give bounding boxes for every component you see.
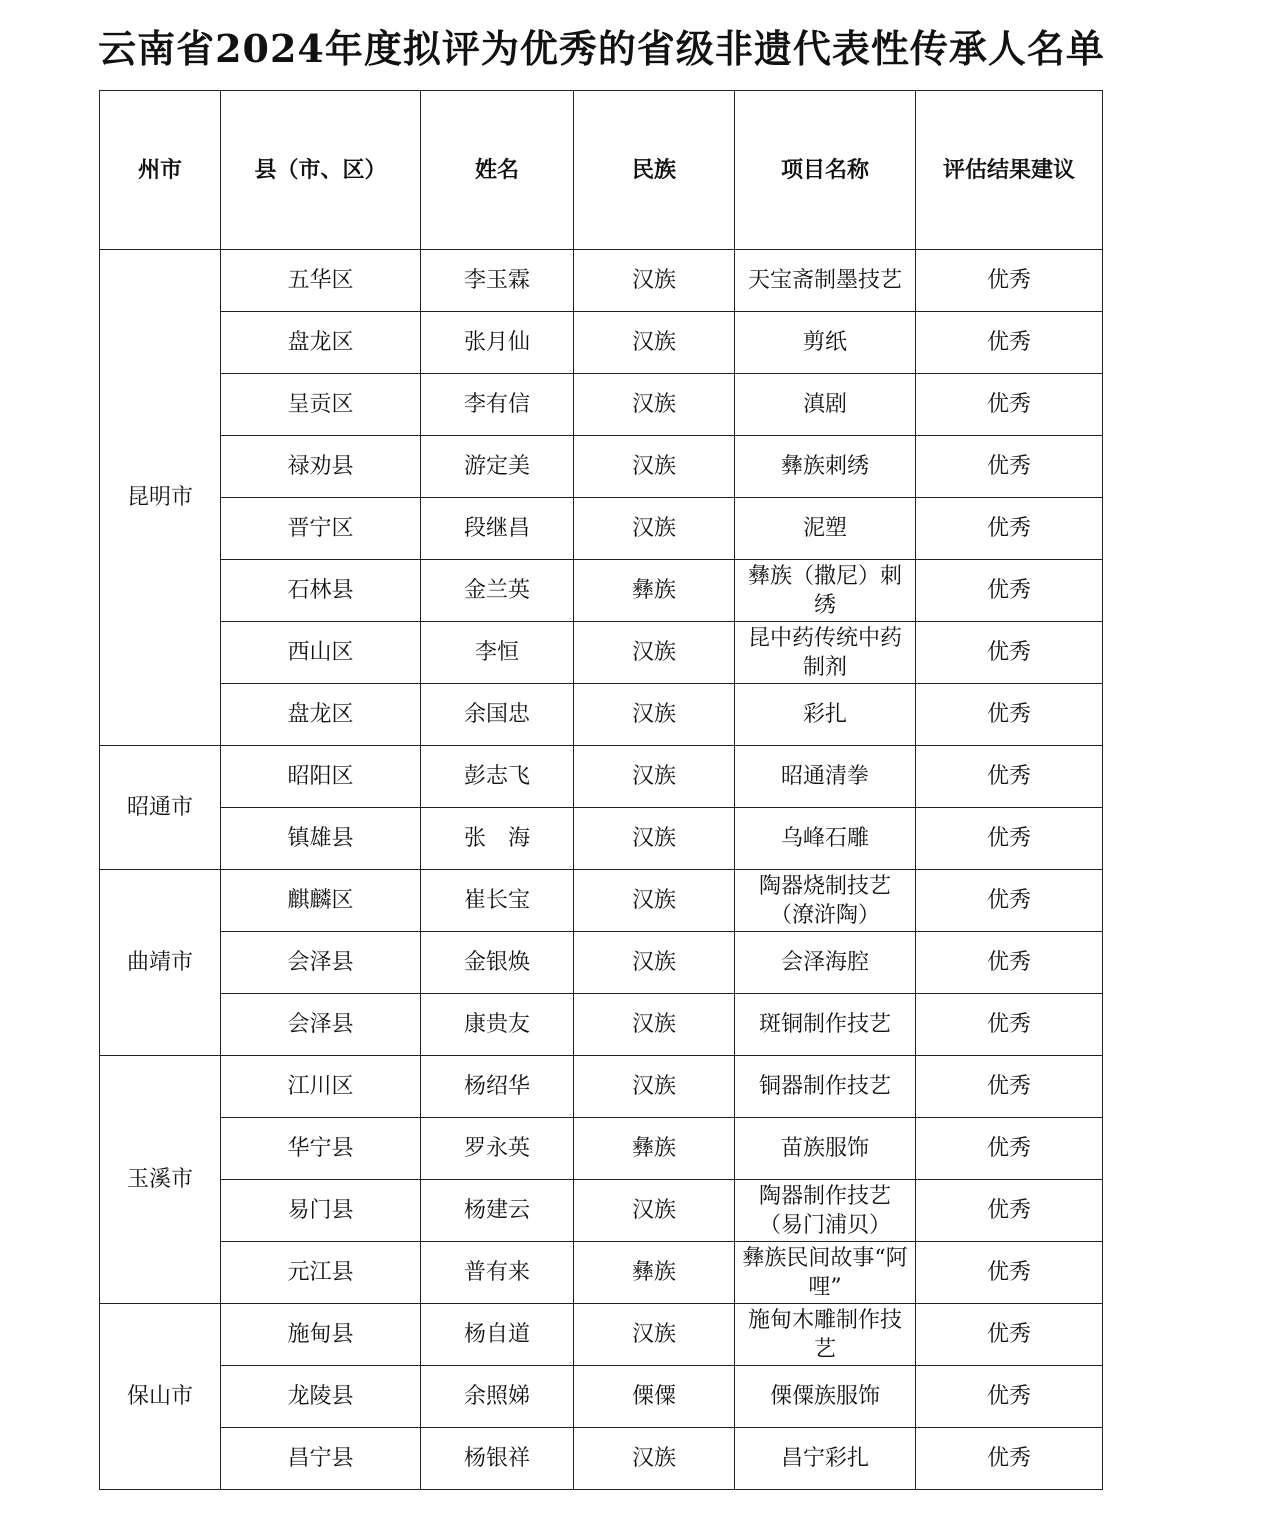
- county-cell: 禄劝县: [221, 436, 421, 498]
- project-cell: 昌宁彩扎: [735, 1428, 916, 1490]
- result-cell: 优秀: [916, 622, 1103, 684]
- county-cell: 易门县: [221, 1180, 421, 1242]
- ethnicity-cell: 彝族: [574, 1242, 735, 1304]
- project-cell: 苗族服饰: [735, 1118, 916, 1180]
- ethnicity-cell: 汉族: [574, 932, 735, 994]
- ethnicity-cell: 汉族: [574, 746, 735, 808]
- result-cell: 优秀: [916, 1242, 1103, 1304]
- project-cell: 斑铜制作技艺: [735, 994, 916, 1056]
- county-cell: 麒麟区: [221, 870, 421, 932]
- city-cell: 玉溪市: [100, 1056, 221, 1304]
- result-cell: 优秀: [916, 1428, 1103, 1490]
- project-cell: 乌峰石雕: [735, 808, 916, 870]
- table-row: [100, 1366, 1103, 1428]
- county-cell: 施甸县: [221, 1304, 421, 1366]
- ethnicity-cell: 汉族: [574, 808, 735, 870]
- project-cell: 昭通清拳: [735, 746, 916, 808]
- name-cell: 金兰英: [421, 560, 574, 622]
- ethnicity-cell: 彝族: [574, 560, 735, 622]
- county-cell: 龙陵县: [221, 1366, 421, 1428]
- name-cell: 罗永英: [421, 1118, 574, 1180]
- name-cell: 段继昌: [421, 498, 574, 560]
- county-cell: 晋宁区: [221, 498, 421, 560]
- ethnicity-cell: 汉族: [574, 870, 735, 932]
- county-cell: 昭阳区: [221, 746, 421, 808]
- table-row: [100, 932, 1103, 994]
- result-cell: 优秀: [916, 994, 1103, 1056]
- county-cell: 华宁县: [221, 1118, 421, 1180]
- county-cell: 石林县: [221, 560, 421, 622]
- name-cell: 李恒: [421, 622, 574, 684]
- table-row: [100, 312, 1103, 374]
- project-cell: 剪纸: [735, 312, 916, 374]
- project-cell: 施甸木雕制作技艺: [735, 1304, 916, 1366]
- project-cell: 彝族刺绣: [735, 436, 916, 498]
- county-cell: 会泽县: [221, 932, 421, 994]
- project-cell: 会泽海腔: [735, 932, 916, 994]
- result-cell: 优秀: [916, 312, 1103, 374]
- table-row: [100, 250, 1103, 312]
- table-row: [100, 560, 1103, 622]
- project-cell: 天宝斋制墨技艺: [735, 250, 916, 312]
- page-title: 云南省2024年度拟评为优秀的省级非遗代表性传承人名单: [98, 26, 1105, 71]
- header-name: 姓名: [421, 91, 574, 250]
- county-cell: 五华区: [221, 250, 421, 312]
- name-cell: 余照娣: [421, 1366, 574, 1428]
- name-cell: 普有来: [421, 1242, 574, 1304]
- name-cell: 张 海: [421, 808, 574, 870]
- name-cell: 李有信: [421, 374, 574, 436]
- result-cell: 优秀: [916, 870, 1103, 932]
- project-cell: 滇剧: [735, 374, 916, 436]
- name-cell: 杨自道: [421, 1304, 574, 1366]
- result-cell: 优秀: [916, 1118, 1103, 1180]
- table-header-row: [100, 91, 1103, 250]
- county-cell: 西山区: [221, 622, 421, 684]
- project-cell: 铜器制作技艺: [735, 1056, 916, 1118]
- ethnicity-cell: 汉族: [574, 622, 735, 684]
- table-row: [100, 684, 1103, 746]
- table-row: [100, 1056, 1103, 1118]
- result-cell: 优秀: [916, 808, 1103, 870]
- city-cell: 昆明市: [100, 250, 221, 746]
- result-cell: 优秀: [916, 250, 1103, 312]
- table-row: [100, 374, 1103, 436]
- project-cell: 陶器制作技艺（易门浦贝）: [735, 1180, 916, 1242]
- project-cell: 彝族民间故事“阿哩”: [735, 1242, 916, 1304]
- county-cell: 昌宁县: [221, 1428, 421, 1490]
- county-cell: 会泽县: [221, 994, 421, 1056]
- table-row: [100, 498, 1103, 560]
- result-cell: 优秀: [916, 1366, 1103, 1428]
- name-cell: 杨建云: [421, 1180, 574, 1242]
- result-cell: 优秀: [916, 684, 1103, 746]
- table-row: [100, 1180, 1103, 1242]
- name-cell: 张月仙: [421, 312, 574, 374]
- ethnicity-cell: 汉族: [574, 684, 735, 746]
- header-county: 县（市、区）: [221, 91, 421, 250]
- result-cell: 优秀: [916, 1056, 1103, 1118]
- city-cell: 曲靖市: [100, 870, 221, 1056]
- ethnicity-cell: 汉族: [574, 1056, 735, 1118]
- header-project: 项目名称: [735, 91, 916, 250]
- county-cell: 镇雄县: [221, 808, 421, 870]
- result-cell: 优秀: [916, 746, 1103, 808]
- header-result: 评估结果建议: [916, 91, 1103, 250]
- ethnicity-cell: 汉族: [574, 1304, 735, 1366]
- county-cell: 盘龙区: [221, 684, 421, 746]
- result-cell: 优秀: [916, 560, 1103, 622]
- name-cell: 游定美: [421, 436, 574, 498]
- name-cell: 杨绍华: [421, 1056, 574, 1118]
- project-cell: 泥塑: [735, 498, 916, 560]
- result-cell: 优秀: [916, 436, 1103, 498]
- county-cell: 元江县: [221, 1242, 421, 1304]
- inheritors-table: [99, 90, 1103, 1490]
- result-cell: 优秀: [916, 932, 1103, 994]
- name-cell: 李玉霖: [421, 250, 574, 312]
- city-cell: 保山市: [100, 1304, 221, 1490]
- result-cell: 优秀: [916, 1180, 1103, 1242]
- ethnicity-cell: 汉族: [574, 1180, 735, 1242]
- table-row: [100, 622, 1103, 684]
- table-row: [100, 870, 1103, 932]
- project-cell: 彝族（撒尼）刺绣: [735, 560, 916, 622]
- result-cell: 优秀: [916, 1304, 1103, 1366]
- header-ethnicity: 民族: [574, 91, 735, 250]
- name-cell: 余国忠: [421, 684, 574, 746]
- county-cell: 江川区: [221, 1056, 421, 1118]
- project-cell: 傈僳族服饰: [735, 1366, 916, 1428]
- name-cell: 康贵友: [421, 994, 574, 1056]
- ethnicity-cell: 汉族: [574, 436, 735, 498]
- table-row: [100, 1118, 1103, 1180]
- result-cell: 优秀: [916, 374, 1103, 436]
- table-row: [100, 994, 1103, 1056]
- table-row: [100, 1428, 1103, 1490]
- name-cell: 崔长宝: [421, 870, 574, 932]
- project-cell: 陶器烧制技艺（潦浒陶）: [735, 870, 916, 932]
- ethnicity-cell: 汉族: [574, 1428, 735, 1490]
- ethnicity-cell: 汉族: [574, 994, 735, 1056]
- name-cell: 金银焕: [421, 932, 574, 994]
- table-row: [100, 436, 1103, 498]
- table-row: [100, 746, 1103, 808]
- county-cell: 呈贡区: [221, 374, 421, 436]
- header-city: 州市: [100, 91, 221, 250]
- ethnicity-cell: 汉族: [574, 374, 735, 436]
- ethnicity-cell: 汉族: [574, 250, 735, 312]
- table-row: [100, 1304, 1103, 1366]
- city-cell: 昭通市: [100, 746, 221, 870]
- name-cell: 彭志飞: [421, 746, 574, 808]
- ethnicity-cell: 汉族: [574, 498, 735, 560]
- ethnicity-cell: 彝族: [574, 1118, 735, 1180]
- county-cell: 盘龙区: [221, 312, 421, 374]
- project-cell: 彩扎: [735, 684, 916, 746]
- table-row: [100, 1242, 1103, 1304]
- project-cell: 昆中药传统中药制剂: [735, 622, 916, 684]
- ethnicity-cell: 傈僳: [574, 1366, 735, 1428]
- name-cell: 杨银祥: [421, 1428, 574, 1490]
- ethnicity-cell: 汉族: [574, 312, 735, 374]
- table-row: [100, 808, 1103, 870]
- result-cell: 优秀: [916, 498, 1103, 560]
